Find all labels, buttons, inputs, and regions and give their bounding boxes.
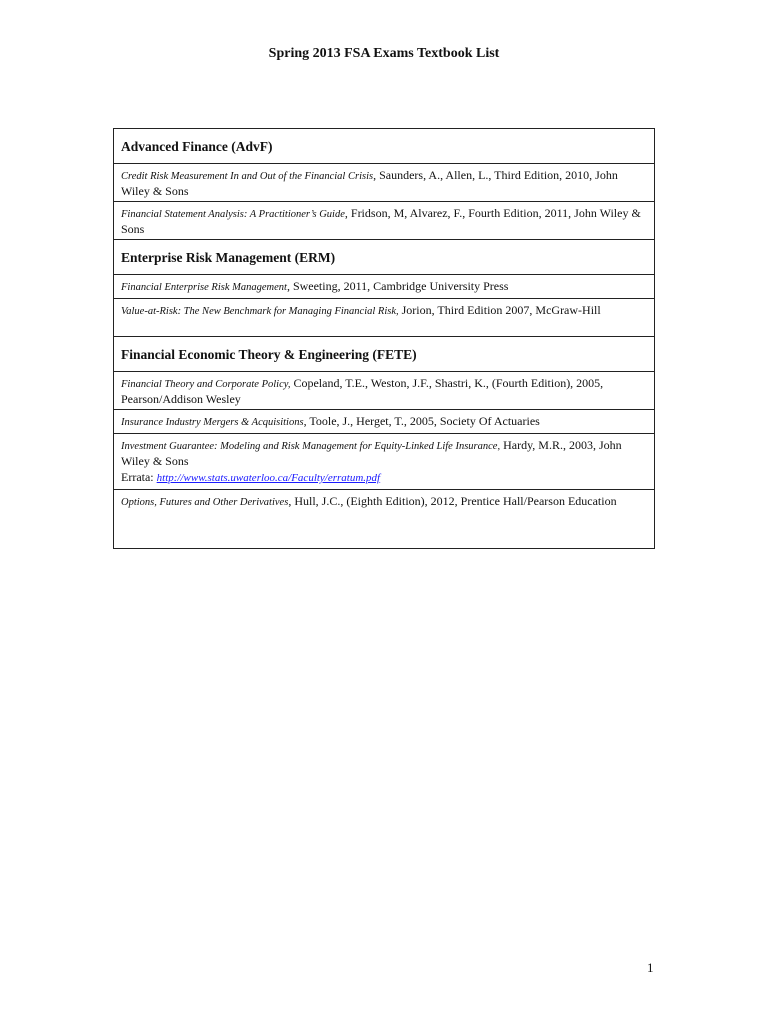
book-details: , Sweeting, 2011, Cambridge University Press: [286, 279, 509, 293]
section-header-advf: Advanced Finance (AdvF): [114, 129, 654, 164]
page-number: 1: [647, 960, 654, 975]
section-header-fete: Financial Economic Theory & Engineering (FETE): [114, 337, 654, 372]
book-title: Credit Risk Measurement In and Out of the Financial Crisis: [121, 171, 374, 182]
book-entry: [114, 299, 654, 337]
book-title: Financial Statement Analysis: A Practitioner’s Guide: [121, 209, 345, 220]
book-details: Hardy, M.R., 2003, John Wiley & Sons: [121, 438, 622, 468]
book-entry: [114, 410, 654, 434]
book-title: Financial Enterprise Risk Management: [121, 282, 287, 293]
book-entry: [114, 434, 654, 490]
errata-label: Errata:: [121, 470, 157, 484]
textbook-table: [113, 128, 655, 549]
errata-line: [121, 470, 647, 486]
book-title: Investment Guarantee: Modeling and Risk Management for Equity-Linked Life Insurance,: [121, 441, 501, 452]
book-details: Copeland, T.E., Weston, J.F., Shastri, K., (Fourth Edition), 2005, Pearson/Addison Wesley: [121, 376, 604, 406]
book-details: , Saunders, A., Allen, L., Third Edition, 2010, John Wiley & Sons: [121, 168, 618, 198]
book-title: Options, Futures and Other Derivatives: [121, 497, 289, 508]
book-title: Insurance Industry Mergers & Acquisitions: [121, 417, 304, 428]
book-details: , Hull, J.C., (Eighth Edition), 2012, Prentice Hall/Pearson Education: [288, 494, 617, 508]
book-details: Jorion, Third Edition 2007, McGraw-Hill: [398, 303, 601, 317]
document-title: Spring 2013 FSA Exams Textbook List: [268, 46, 500, 61]
book-title: Financial Theory and Corporate Policy,: [121, 379, 291, 390]
section-header-erm: Enterprise Risk Management (ERM): [114, 240, 654, 275]
book-entry: [114, 490, 654, 548]
book-entry: [114, 372, 654, 410]
book-entry: [114, 275, 654, 299]
book-details: , Fridson, M, Alvarez, F., Fourth Edition, 2011, John Wiley & Sons: [121, 206, 641, 236]
book-entry: [114, 202, 654, 240]
errata-link[interactable]: http://www.stats.uwaterloo.ca/Faculty/erratum.pdf: [156, 472, 381, 484]
book-title: Value-at-Risk: The New Benchmark for Managing Financial Risk,: [121, 306, 399, 317]
book-details: , Toole, J., Herget, T., 2005, Society Of Actuaries: [303, 414, 540, 428]
book-entry: [114, 164, 654, 202]
